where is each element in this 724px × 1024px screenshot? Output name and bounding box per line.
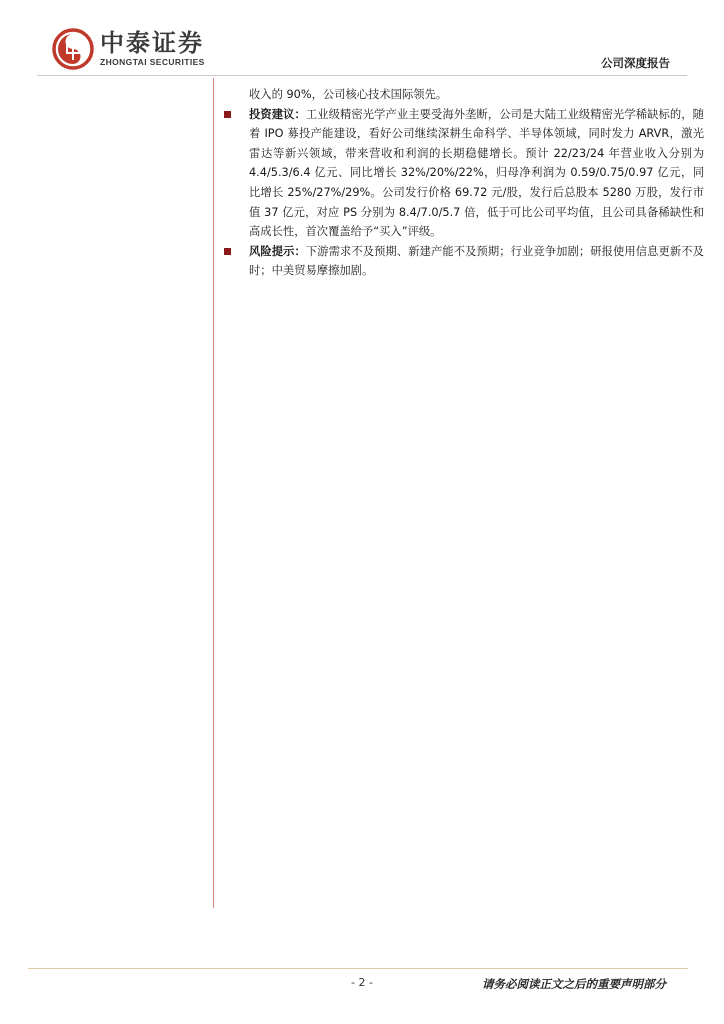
company-logo — [52, 28, 205, 70]
page-number: - 2 - — [351, 976, 373, 989]
zhongtai-logo-icon — [52, 28, 94, 70]
square-bullet-icon — [224, 111, 231, 118]
left-margin-rule — [213, 78, 214, 908]
investment-advice-text: 工业级精密光学产业主要受海外垄断，公司是大陆工业级精密光学稀缺标的，随着 IPO 募投产能建设，看好公司继续深耕生命科学、半导体领域，同时发力 ARVR，激光雷达等新兴领域，带来营收和利润的长期稳健增长。预计 22/23/24 年营业收入分别为 4.4/5.3/6.4 亿元、同比增长 32%/20%/22%，归母净利润为 0.59/0.75/0.97 亿元，同比增长 25%/27%/29%。公司发行价格 69.72 元/股，发行后总股本 5280 万股，发行市值 37 亿元，对应 PS 分别为 8.4/7.0/5.7 倍，低于可比公司平均值，且公司具备稀缺性和高成长性，首次覆盖给予“买入”评级。 — [249, 107, 704, 239]
logo-chinese-name: 中泰证券 — [100, 29, 204, 58]
risk-warning-item — [224, 242, 704, 281]
logo-english-name: ZHONGTAI SECURITIES — [100, 57, 205, 68]
footer-divider — [28, 968, 688, 969]
continuation-text: 收入的 90%，公司核心技术国际领先。 — [249, 88, 448, 101]
investment-advice-item — [224, 105, 704, 242]
square-bullet-icon — [224, 248, 231, 255]
risk-warning-text: 下游需求不及预期、新建产能不及预期；行业竞争加剧；研报使用信息更新不及时；中美贸易摩擦加剧。 — [249, 244, 704, 278]
header-divider — [37, 75, 687, 76]
risk-warning-label: 风险提示： — [249, 244, 306, 258]
footer-disclaimer: 请务必阅读正文之后的重要声明部分 — [482, 977, 666, 991]
investment-advice-label: 投资建议： — [249, 107, 306, 121]
report-body — [224, 85, 704, 281]
report-type-label: 公司深度报告 — [601, 56, 670, 70]
